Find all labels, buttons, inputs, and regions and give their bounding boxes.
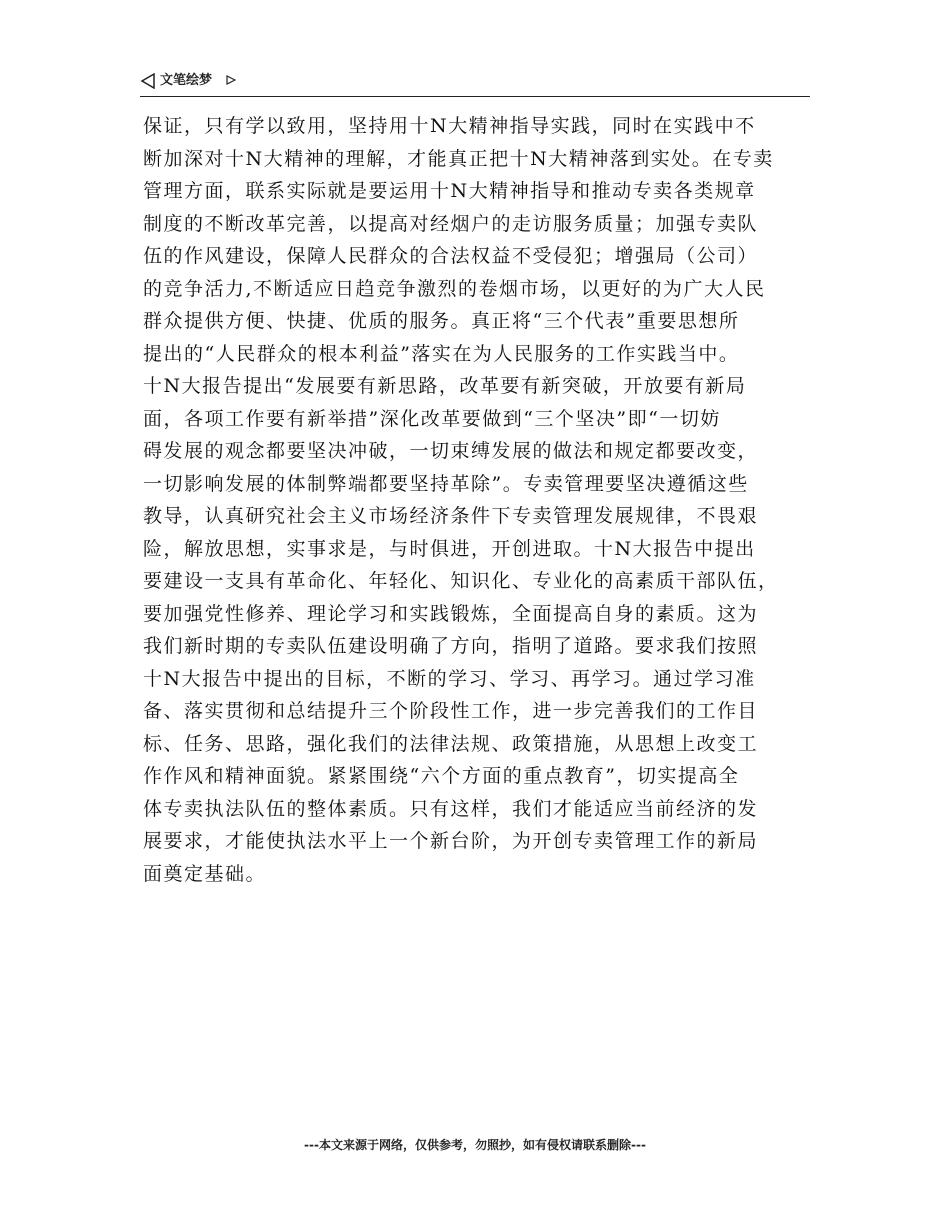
text-line: 保证，只有学以致用，坚持用十N大精神指导实践，同时在实践中不: [143, 115, 756, 137]
text-line: 要建设一支具有革命化、年轻化、知识化、专业化的高素质干部队伍，: [143, 570, 779, 592]
text-line: 一切影响发展的体制弊端都要坚持革除”。专卖管理要坚决遵循这些: [143, 472, 749, 495]
triangle-right-icon: [226, 75, 236, 85]
text-line: 十N大报告提出“发展要有新思路，改革要有新突破，开放要有新局: [143, 375, 747, 397]
text-line: 的竞争活力,不断适应日趋竞争激烈的卷烟市场，以更好的为广大人民: [143, 277, 766, 300]
text-line: 群众提供方便、快捷、优质的服务。真正将“三个代表”重要思想所: [143, 310, 740, 332]
page-header: [140, 70, 810, 97]
text-line: 标、任务、思路，强化我们的法律法规、政策措施，从思想上改变工: [143, 732, 759, 755]
text-line: 管理方面，联系实际就是要运用十N大精神指导和推动专卖各类规章: [143, 180, 756, 202]
page-footer: ---本文来源于网络，仅供参考，勿照抄，如有侵权请联系删除---: [304, 1138, 646, 1152]
text-line: 展要求，才能使执法水平上一个新台阶，为开创专卖管理工作的新局: [143, 830, 759, 852]
text-line: 险，解放思想，实事求是，与时俱进，开创进取。十N大报告中提出: [143, 537, 756, 560]
text-line: 伍的作风建设，保障人民群众的合法权益不受侵犯；增强局（公司）: [143, 245, 759, 267]
text-line: 制度的不断改革完善，以提高对经烟户的走访服务质量；加强专卖队: [143, 212, 759, 235]
text-line: 备、落实贯彻和总结提升三个阶段性工作，进一步完善我们的工作目: [143, 700, 759, 722]
text-line: 我们新时期的专卖队伍建设明确了方向，指明了道路。要求我们按照: [143, 635, 759, 657]
text-line: 作作风和精神面貌。紧紧围绕“六个方面的重点教育”，切实提高全: [143, 765, 740, 787]
text-line: 面奠定基础。: [143, 862, 267, 885]
text-line: 体专卖执法队伍的整体素质。只有这样，我们才能适应当前经济的发: [143, 797, 759, 820]
text-line: 教导，认真研究社会主义市场经济条件下专卖管理发展规律，不畏艰: [143, 505, 759, 527]
text-line: 面，各项工作要有新举措”深化改革要做到“三个坚决”即“一切妨: [143, 407, 721, 430]
text-line: 碍发展的观念都要坚决冲破，一切束缚发展的做法和规定都要改变，: [143, 440, 759, 462]
body-text: [143, 110, 813, 890]
header-title: 文笔绘梦: [160, 73, 213, 88]
text-line: 提出的“人民群众的根本利益”落实在为人民服务的工作实践当中。: [143, 342, 740, 365]
text-line: 十N大报告中提出的目标，不断的学习、学习、再学习。通过学习准: [143, 667, 756, 690]
text-line: 要加强党性修养、理论学习和实践锻炼，全面提高自身的素质。这为: [143, 602, 759, 625]
triangle-left-icon: [140, 73, 156, 89]
text-line: 断加深对十N大精神的理解，才能真正把十N大精神落到实处。在专卖: [143, 147, 774, 170]
